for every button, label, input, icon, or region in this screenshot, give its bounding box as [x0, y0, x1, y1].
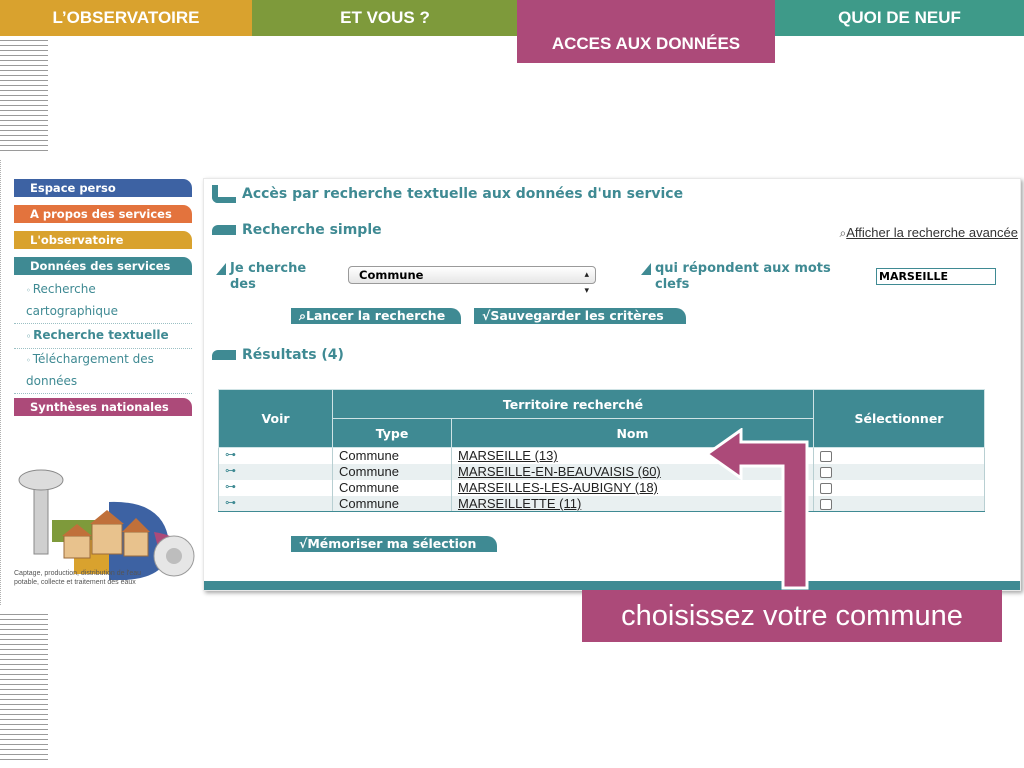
top-navigation	[0, 0, 1024, 53]
col-header-territoire: Territoire recherché	[333, 390, 814, 419]
row-commune-link[interactable]: MARSEILLE-EN-BEAUVAISIS (60)	[452, 464, 814, 480]
glasses-icon[interactable]: ⊶	[219, 496, 333, 512]
logo-caption: Captage, production, distribution de l'eau potable, collecte et traitement des eaux	[14, 570, 142, 586]
advanced-search-link[interactable]	[840, 225, 1018, 241]
panel-title-text: Accès par recherche textuelle aux données d'un service	[242, 186, 684, 202]
decorative-stripes-top	[0, 40, 48, 155]
nav-tab-observatoire[interactable]: L’OBSERVATOIRE	[0, 0, 252, 36]
results-heading	[212, 347, 344, 363]
row-select-checkbox[interactable]	[820, 467, 832, 478]
annotation-callout: choisissez votre commune	[582, 590, 1002, 642]
row-commune-link[interactable]: MARSEILLETTE (11)	[452, 496, 814, 512]
bullet-icon: ◦	[26, 286, 31, 295]
row-select-checkbox[interactable]	[820, 483, 832, 494]
nav-tab-et-vous[interactable]: ET VOUS ?	[252, 0, 518, 36]
glasses-icon[interactable]: ⊶	[219, 480, 333, 496]
subitem-label-line-1: Recherche	[32, 282, 96, 296]
simple-search-title: Recherche simple	[242, 222, 382, 238]
col-header-selectionner: Sélectionner	[814, 390, 985, 448]
keywords-input[interactable]: MARSEILLE	[876, 268, 996, 285]
nav-tab-quoi-de-neuf[interactable]: QUOI DE NEUF	[775, 0, 1024, 36]
section-tab-icon	[212, 225, 236, 235]
row-commune-link[interactable]: MARSEILLE (13)	[452, 448, 814, 464]
row-select-checkbox[interactable]	[820, 499, 832, 510]
search-button[interactable]	[291, 308, 461, 324]
subitem-label-line-2: cartographique	[26, 304, 118, 318]
sidebar	[14, 179, 192, 424]
search-button-label: Lancer la recherche	[306, 308, 446, 323]
checkmark-icon: √	[299, 536, 308, 551]
triangle-icon	[216, 263, 226, 275]
simple-search-heading	[212, 222, 382, 238]
table-row	[219, 464, 985, 480]
sidebar-subitem-recherche-cartographique[interactable]	[14, 279, 192, 324]
sidebar-item-espace-perso[interactable]: Espace perso	[14, 179, 192, 197]
decorative-dotted-line	[0, 160, 1, 605]
row-type: Commune	[333, 448, 452, 464]
save-criteria-button-label: Sauvegarder les critères	[490, 308, 664, 323]
table-row	[219, 480, 985, 496]
row-type: Commune	[333, 464, 452, 480]
bullet-icon: ◦	[26, 356, 31, 365]
select-arrows-icon: ▴ ▾	[584, 270, 589, 296]
subitem-label: Recherche textuelle	[33, 328, 169, 342]
search-panel	[203, 178, 1021, 591]
row-select-cell	[814, 448, 985, 464]
row-select-cell	[814, 480, 985, 496]
row-select-cell	[814, 464, 985, 480]
pointer-arrow-icon	[705, 428, 815, 590]
row-select-cell	[814, 496, 985, 512]
magnifier-icon: ⌕	[299, 308, 307, 323]
results-title: Résultats (4)	[242, 347, 344, 363]
glasses-icon[interactable]: ⊶	[219, 464, 333, 480]
sidebar-item-syntheses[interactable]: Synthèses nationales	[14, 398, 192, 416]
type-select[interactable]	[348, 266, 596, 296]
zoom-search-icon: ⌕	[839, 226, 847, 240]
subitem-label-line-1: Téléchargement des	[32, 352, 154, 366]
type-select-value: Commune	[359, 268, 424, 282]
row-type: Commune	[333, 480, 452, 496]
search-for-label	[230, 261, 326, 293]
table-row	[219, 496, 985, 512]
sidebar-item-donnees[interactable]: Données des services	[14, 257, 192, 275]
decorative-stripes-bottom	[0, 614, 48, 764]
keywords-label-text: qui répondent aux mots clefs	[655, 261, 831, 292]
memorize-selection-label: Mémoriser ma sélection	[307, 536, 477, 551]
search-for-label-text: Je cherche des	[230, 261, 307, 292]
results-table	[218, 389, 985, 512]
col-header-voir: Voir	[219, 390, 333, 448]
section-tab-icon	[212, 350, 236, 360]
save-criteria-button[interactable]	[474, 308, 686, 324]
memorize-selection-button[interactable]	[291, 536, 497, 552]
col-header-type: Type	[333, 419, 452, 448]
checkmark-icon: √	[482, 308, 491, 323]
nav-tab-acces-donnees[interactable]: ACCES AUX DONNÉES	[517, 0, 775, 63]
table-row	[219, 448, 985, 464]
triangle-icon	[641, 263, 651, 275]
row-commune-link[interactable]: MARSEILLES-LES-AUBIGNY (18)	[452, 480, 814, 496]
sidebar-subitem-recherche-textuelle[interactable]	[14, 324, 192, 349]
panel-title	[212, 185, 683, 203]
row-type: Commune	[333, 496, 452, 512]
sidebar-item-a-propos[interactable]: A propos des services	[14, 205, 192, 223]
corner-bracket-icon	[212, 185, 236, 203]
sidebar-item-observatoire[interactable]: L'observatoire	[14, 231, 192, 249]
advanced-search-link-text: Afficher la recherche avancée	[846, 225, 1018, 240]
panel-bottom-bar	[204, 581, 1020, 590]
row-select-checkbox[interactable]	[820, 451, 832, 462]
glasses-icon[interactable]: ⊶	[219, 448, 333, 464]
sidebar-subitem-telechargement[interactable]	[14, 349, 192, 394]
bullet-icon: ◦	[26, 332, 32, 341]
subitem-label-line-2: données	[26, 374, 78, 388]
col-header-nom: Nom	[452, 419, 814, 448]
keywords-label	[655, 261, 855, 293]
